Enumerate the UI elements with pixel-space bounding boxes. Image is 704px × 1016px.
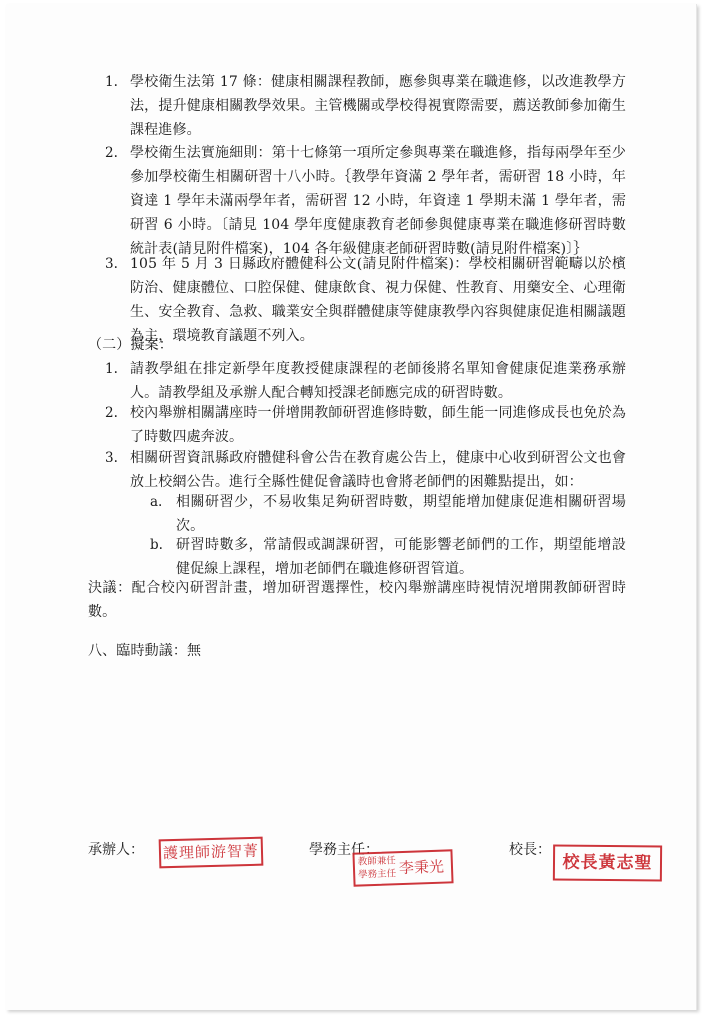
- principal-stamp: 校長黃志聖: [553, 845, 662, 882]
- sub-item-b-text: 研習時數多，常請假或調課研習，可能影響老師們的工作，期望能增設健促線上課程，增加老師們在職進修研習管道。: [176, 537, 626, 577]
- item-3-text: 105 年 5 月 3 日縣政府體健科公文(請見附件檔案)：學校相關研習範疇以於檳防治、健康體位、口腔保健、健康飲食、視力保健、性教育、用藥安全、心理衛生、安全教育、急救、職業安全與群體健康等健康教學內容與健康促進相關議題為主，環境教育議題不列入。: [130, 256, 626, 344]
- item-3-number: 3.: [105, 256, 118, 272]
- item-2-text: 學校衛生法實施細則：第十七條第一項所定參與專業在職進修，指每兩學年至少參加學校衛生相關研習十八小時。｛教學年資滿 2 學年者，需研習 18 小時，年資達 1 學年未滿兩學年者，需研習 12 小時，年資達 1 學期未滿 1 學年者，需研習 6 小時。〔請見 104 學年度健康教育老師參與健康專業在職進修研習時數統計表(請見附件檔案)，104 各年級健康老師研習時數(請見附件檔案)〕｝: [130, 145, 626, 257]
- item-2-number: 2.: [105, 145, 118, 161]
- proposal-2-text: 校內舉辦相關講座時一併增開教師研習進修時數，師生能一同進修成長也免於為了時數四處奔波。: [130, 405, 626, 445]
- section-8-text: 八、臨時動議：無: [88, 643, 202, 659]
- director-label: 學務主任：: [309, 842, 379, 858]
- proposal-3-text: 相關研習資訊縣政府體健科會公告在教育處公告上，健康中心收到研習公文也會放上校網公告。進行全縣性健促會議時也會將老師們的困難點提出，如：: [130, 450, 626, 490]
- sub-item-b-label: b.: [150, 537, 163, 553]
- sub-item-a-text: 相關研習少，不易收集足夠研習時數，期望能增加健康促進相關研習場次。: [176, 494, 626, 534]
- director-stamp-line1: 教師兼任: [357, 855, 396, 868]
- handler-stamp: 護理師游智菁: [159, 837, 264, 869]
- item-1-text: 學校衛生法第 17 條：健康相關課程教師，應參與專業在職進修，以改進教學方法，提升健康相關教學效果。主管機關或學校得視實際需要，薦送教師參加衛生課程進修。: [130, 74, 626, 138]
- proposal-1-number: 1.: [105, 361, 118, 377]
- principal-label: 校長：: [509, 842, 551, 858]
- director-stamp-name: 李秉光: [398, 857, 445, 878]
- sub-item-a-label: a.: [150, 494, 163, 510]
- resolution-text: 決議：配合校內研習計畫，增加研習選擇性，校內舉辦講座時視情況增開教師研習時數。: [88, 580, 626, 620]
- proposal-2-number: 2.: [105, 405, 118, 421]
- handler-label: 承辦人：: [88, 842, 144, 858]
- item-1-number: 1.: [105, 74, 118, 90]
- proposal-heading: （二）擬案：: [88, 337, 173, 353]
- director-stamp-line2: 學務主任: [358, 868, 397, 881]
- proposal-1-text: 請教學組在排定新學年度教授健康課程的老師後將名單知會健康促進業務承辦人。請教學組及承辦人配合轉知授課老師應完成的研習時數。: [130, 361, 626, 401]
- proposal-3-number: 3.: [105, 450, 118, 466]
- director-stamp: [352, 849, 453, 886]
